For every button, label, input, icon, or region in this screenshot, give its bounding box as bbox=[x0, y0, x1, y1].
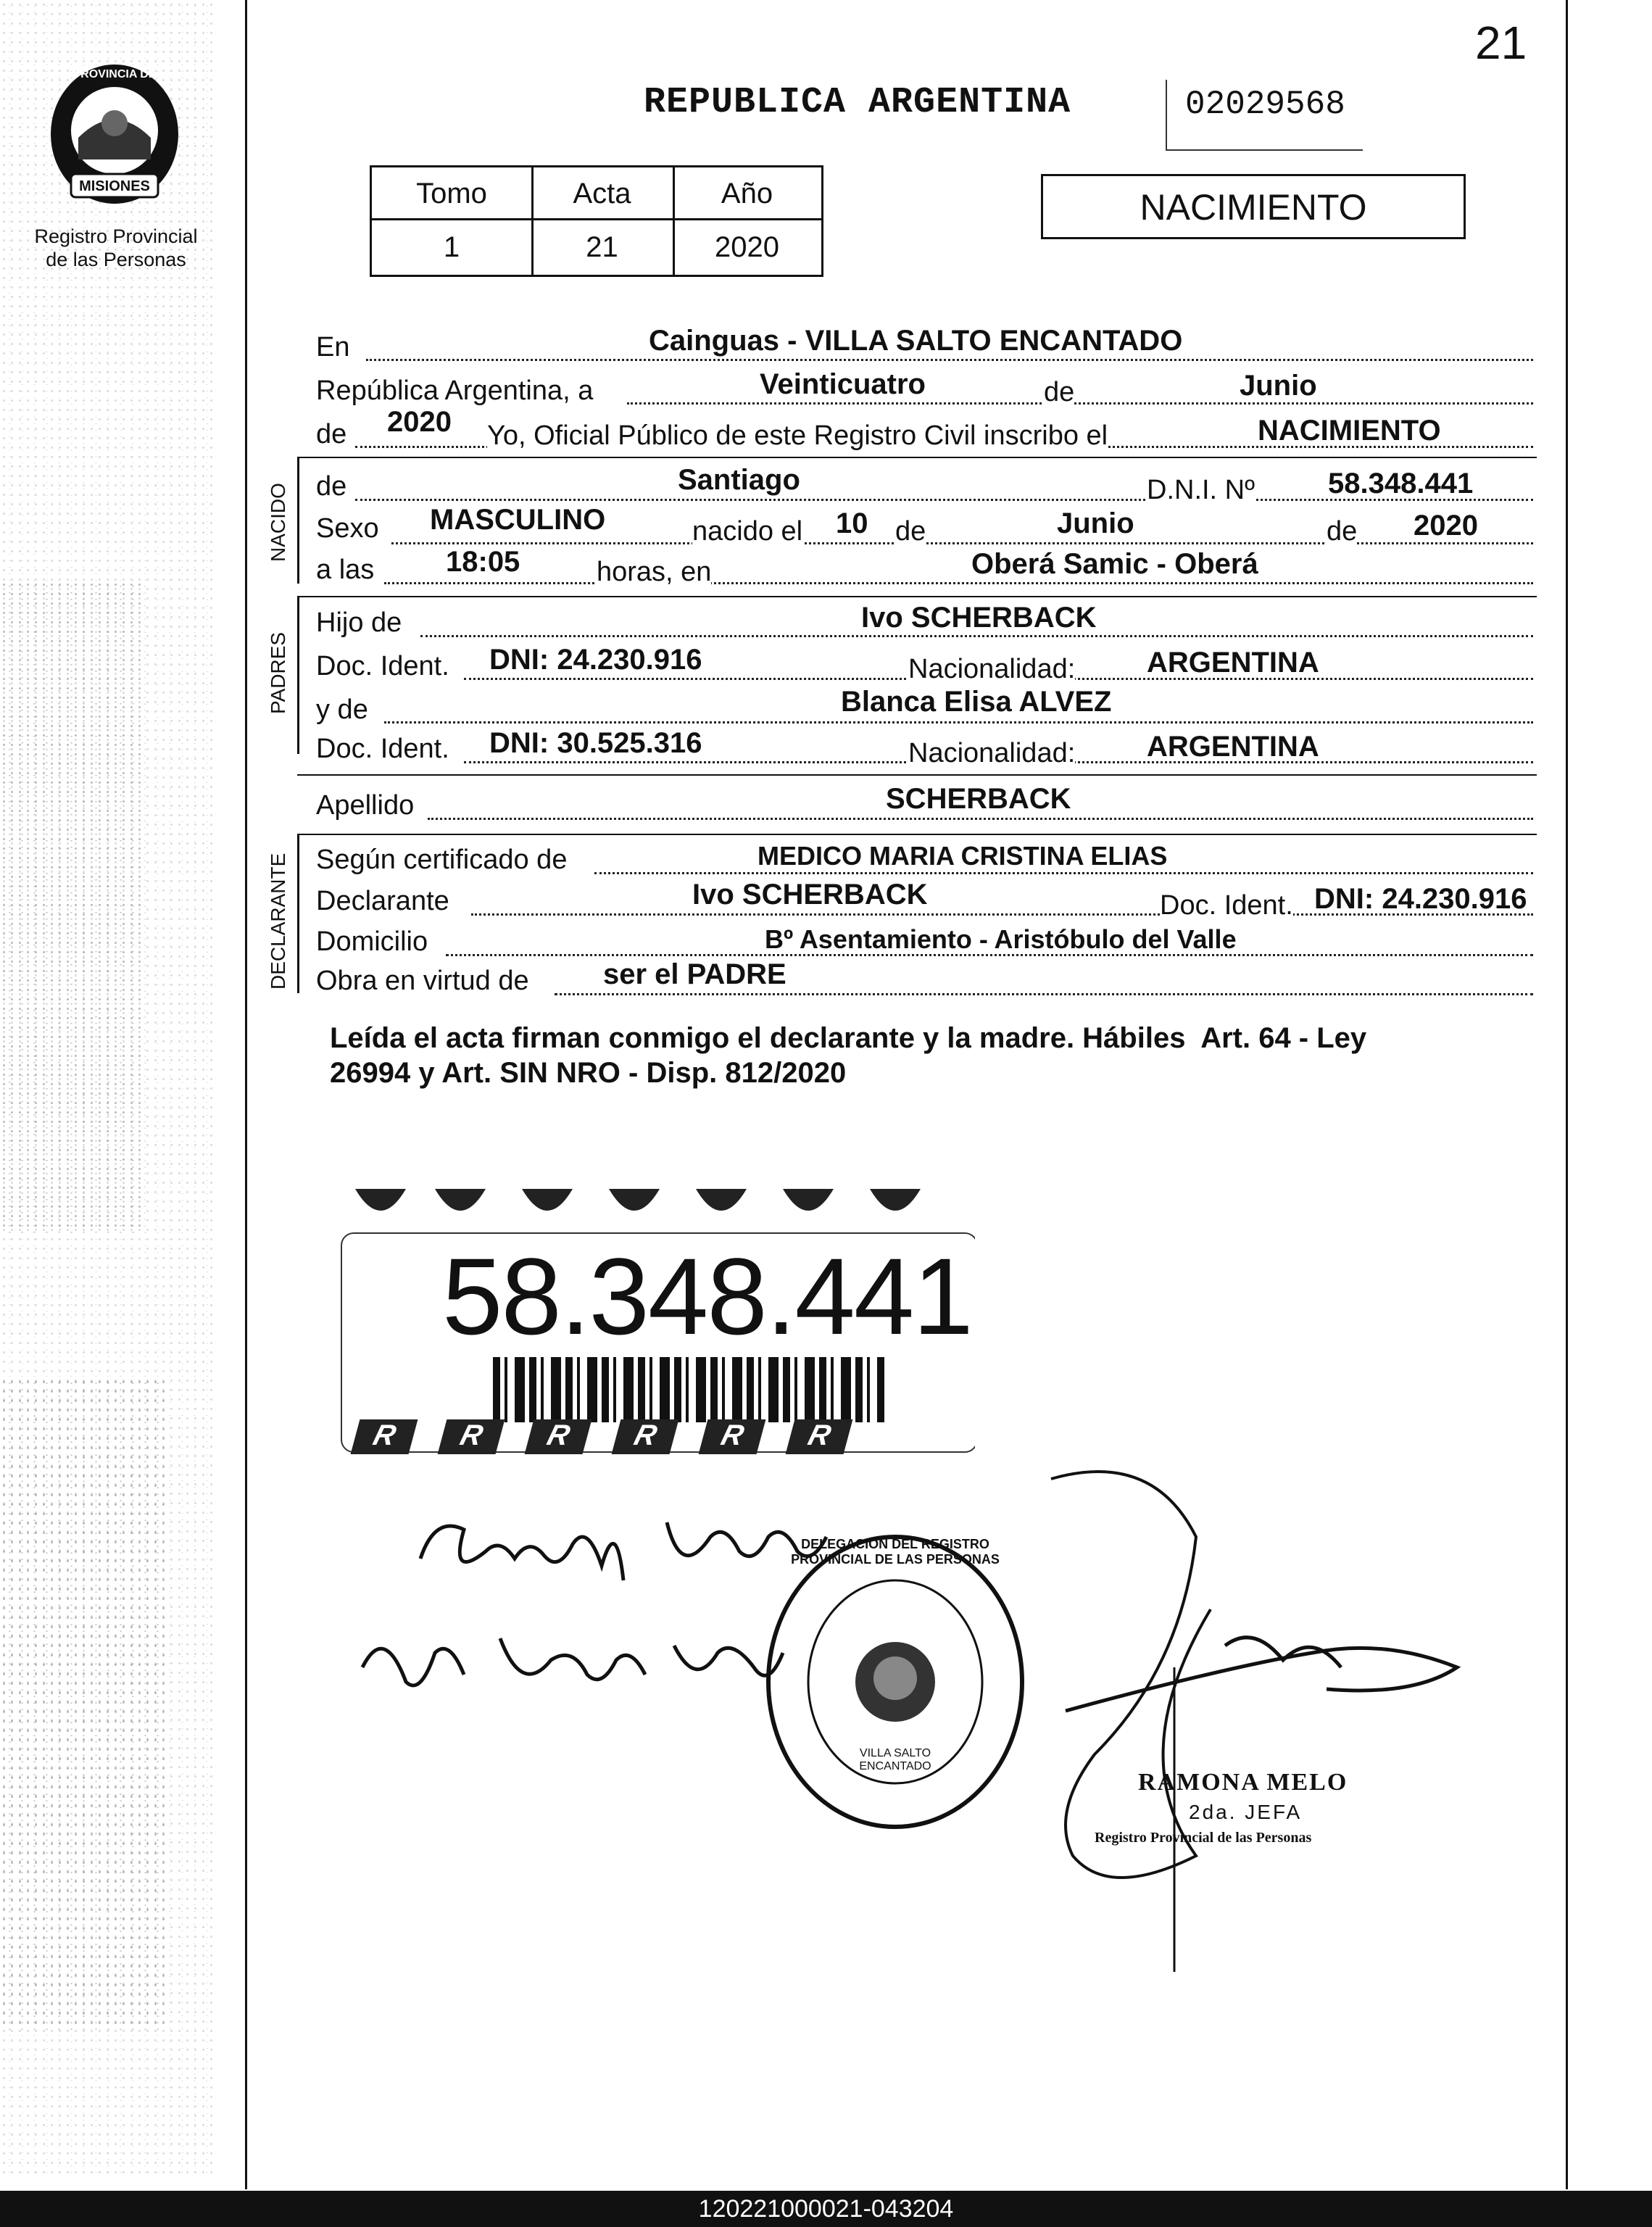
mother-signature bbox=[348, 1609, 797, 1725]
table-header-acta: Acta bbox=[573, 178, 631, 210]
birth-year: 2020 bbox=[1414, 510, 1478, 542]
obra-label: Obra en virtud de bbox=[316, 966, 529, 996]
nacido-de3-label: de bbox=[1327, 516, 1358, 547]
mother-nationality: ARGENTINA bbox=[1147, 731, 1319, 763]
sticker-r-mark-5: R bbox=[699, 1419, 766, 1454]
document-type-box bbox=[1041, 174, 1466, 239]
year-value: 2020 bbox=[387, 406, 452, 438]
apellido-value: SCHERBACK bbox=[886, 783, 1071, 815]
father-name: Ivo SCHERBACK bbox=[861, 602, 1097, 634]
hijo-label: Hijo de bbox=[316, 607, 402, 638]
seal-text-top: PROVINCIA DE bbox=[72, 68, 157, 80]
sticker-barcode bbox=[493, 1357, 884, 1422]
scan-noise-left-dense-2 bbox=[0, 1377, 167, 2030]
province-seal bbox=[42, 58, 187, 207]
official-signature bbox=[1008, 1450, 1501, 1986]
record-table bbox=[370, 165, 823, 277]
child-dni: 58.348.441 bbox=[1328, 468, 1474, 499]
seal-text-bottom: MISIONES bbox=[79, 178, 150, 194]
father-nationality: ARGENTINA bbox=[1147, 647, 1319, 679]
form-number: 02029568 bbox=[1185, 86, 1345, 123]
mother-doc: DNI: 30.525.316 bbox=[489, 727, 702, 759]
registry-line-2: de las Personas bbox=[46, 249, 186, 270]
table-value-ano: 2020 bbox=[715, 231, 779, 263]
sticker-r-mark-4: R bbox=[612, 1419, 679, 1454]
event-value: NACIMIENTO bbox=[1258, 415, 1441, 447]
dni-label: D.N.I. Nº bbox=[1147, 475, 1255, 505]
y-de-label: y de bbox=[316, 694, 368, 725]
official-office: Registro Provincial de las Personas bbox=[1095, 1830, 1312, 1846]
declarante-doc: DNI: 24.230.916 bbox=[1314, 883, 1527, 915]
sticker-bottom-pattern bbox=[341, 1419, 975, 1457]
sticker-r-mark-1: R bbox=[351, 1419, 418, 1454]
domicilio-value: Bº Asentamiento - Aristóbulo del Valle bbox=[765, 924, 1237, 954]
declarante-value: Ivo SCHERBACK bbox=[692, 879, 928, 911]
registry-name bbox=[14, 225, 217, 271]
mother-nat-label: Nacionalidad: bbox=[908, 738, 1076, 768]
form-number-bracket bbox=[1166, 80, 1363, 151]
birth-time: 18:05 bbox=[446, 546, 520, 578]
month-value: Junio bbox=[1240, 370, 1317, 402]
registry-line-1: Registro Provincial bbox=[34, 225, 198, 247]
footer-code: 120221000021-043204 bbox=[698, 2195, 954, 2223]
father-doc: DNI: 24.230.916 bbox=[489, 644, 702, 676]
nacido-de-label: de bbox=[316, 471, 347, 502]
birth-month: Junio bbox=[1057, 507, 1134, 539]
right-margin-line bbox=[1566, 0, 1568, 2189]
mother-name: Blanca Elisa ALVEZ bbox=[841, 686, 1112, 718]
closing-line-2: 26994 y Art. SIN NRO - Disp. 812/2020 bbox=[330, 1057, 847, 1089]
cert-value: MEDICO MARIA CRISTINA ELIAS bbox=[757, 841, 1168, 871]
obra-value: ser el PADRE bbox=[603, 958, 786, 990]
de2-label: de bbox=[316, 419, 347, 449]
en-value: Cainguas - VILLA SALTO ENCANTADO bbox=[649, 325, 1183, 357]
padres-section-label: PADRES bbox=[267, 631, 289, 714]
en-label: En bbox=[316, 332, 350, 362]
official-name: RAMONA MELO bbox=[1138, 1769, 1348, 1796]
dni-sticker bbox=[341, 1189, 975, 1457]
de-label: de bbox=[1044, 377, 1075, 407]
round-stamp-outer-text: DELEGACION DEL REGISTRO PROVINCIAL DE LAS PERSONAS bbox=[791, 1537, 1000, 1567]
left-margin-line bbox=[245, 0, 247, 2189]
table-header-ano: Año bbox=[721, 178, 773, 210]
sticker-r-mark-2: R bbox=[438, 1419, 505, 1454]
sexo-label: Sexo bbox=[316, 513, 379, 544]
nacido-el-label: nacido el bbox=[692, 516, 803, 547]
footer-bar bbox=[0, 2191, 1652, 2227]
sticker-number: 58.348.441 bbox=[442, 1235, 972, 1357]
birth-day: 10 bbox=[836, 507, 868, 539]
nacido-de2-label: de bbox=[895, 516, 926, 547]
declarante-label: Declarante bbox=[316, 886, 449, 916]
domicilio-label: Domicilio bbox=[316, 926, 428, 957]
page-number: 21 bbox=[1475, 17, 1527, 69]
a-las-label: a las bbox=[316, 555, 375, 585]
round-stamp-inner-text: VILLA SALTO ENCANTADO bbox=[859, 1747, 931, 1772]
horas-label: horas, en bbox=[597, 557, 712, 587]
nacido-section-label: NACIDO bbox=[267, 483, 289, 562]
sticker-r-mark-6: R bbox=[786, 1419, 853, 1454]
sticker-r-mark-3: R bbox=[525, 1419, 592, 1454]
table-header-tomo: Tomo bbox=[416, 178, 487, 210]
mother-doc-label: Doc. Ident. bbox=[316, 734, 449, 764]
declarante-doc-label: Doc. Ident. bbox=[1160, 890, 1293, 921]
father-doc-label: Doc. Ident. bbox=[316, 651, 449, 681]
table-value-acta: 21 bbox=[586, 231, 618, 263]
child-name: Santiago bbox=[678, 464, 800, 496]
table-value-tomo: 1 bbox=[443, 231, 460, 263]
birth-place: Oberá Samic - Oberá bbox=[971, 548, 1258, 580]
apellido-label: Apellido bbox=[316, 790, 415, 821]
declarante-section-label: DECLARANTE bbox=[267, 853, 289, 990]
oficial-text: Yo, Oficial Público de este Registro Civil inscribo el bbox=[487, 420, 1108, 451]
scan-noise-left-dense bbox=[0, 580, 145, 1232]
closing-text bbox=[330, 1021, 1366, 1090]
document-type: NACIMIENTO bbox=[1140, 187, 1367, 228]
sexo-value: MASCULINO bbox=[430, 504, 606, 536]
official-title: 2da. JEFA bbox=[1189, 1801, 1303, 1823]
country-title: REPUBLICA ARGENTINA bbox=[644, 82, 1071, 123]
cert-label: Según certificado de bbox=[316, 845, 568, 875]
father-nat-label: Nacionalidad: bbox=[908, 654, 1076, 684]
closing-line-1: Leída el acta firman conmigo el declarante y la madre. Hábiles Art. 64 - Ley bbox=[330, 1022, 1367, 1054]
round-stamp bbox=[761, 1530, 1029, 1834]
day-value: Veinticuatro bbox=[760, 368, 926, 400]
republica-label: República Argentina, a bbox=[316, 376, 594, 406]
